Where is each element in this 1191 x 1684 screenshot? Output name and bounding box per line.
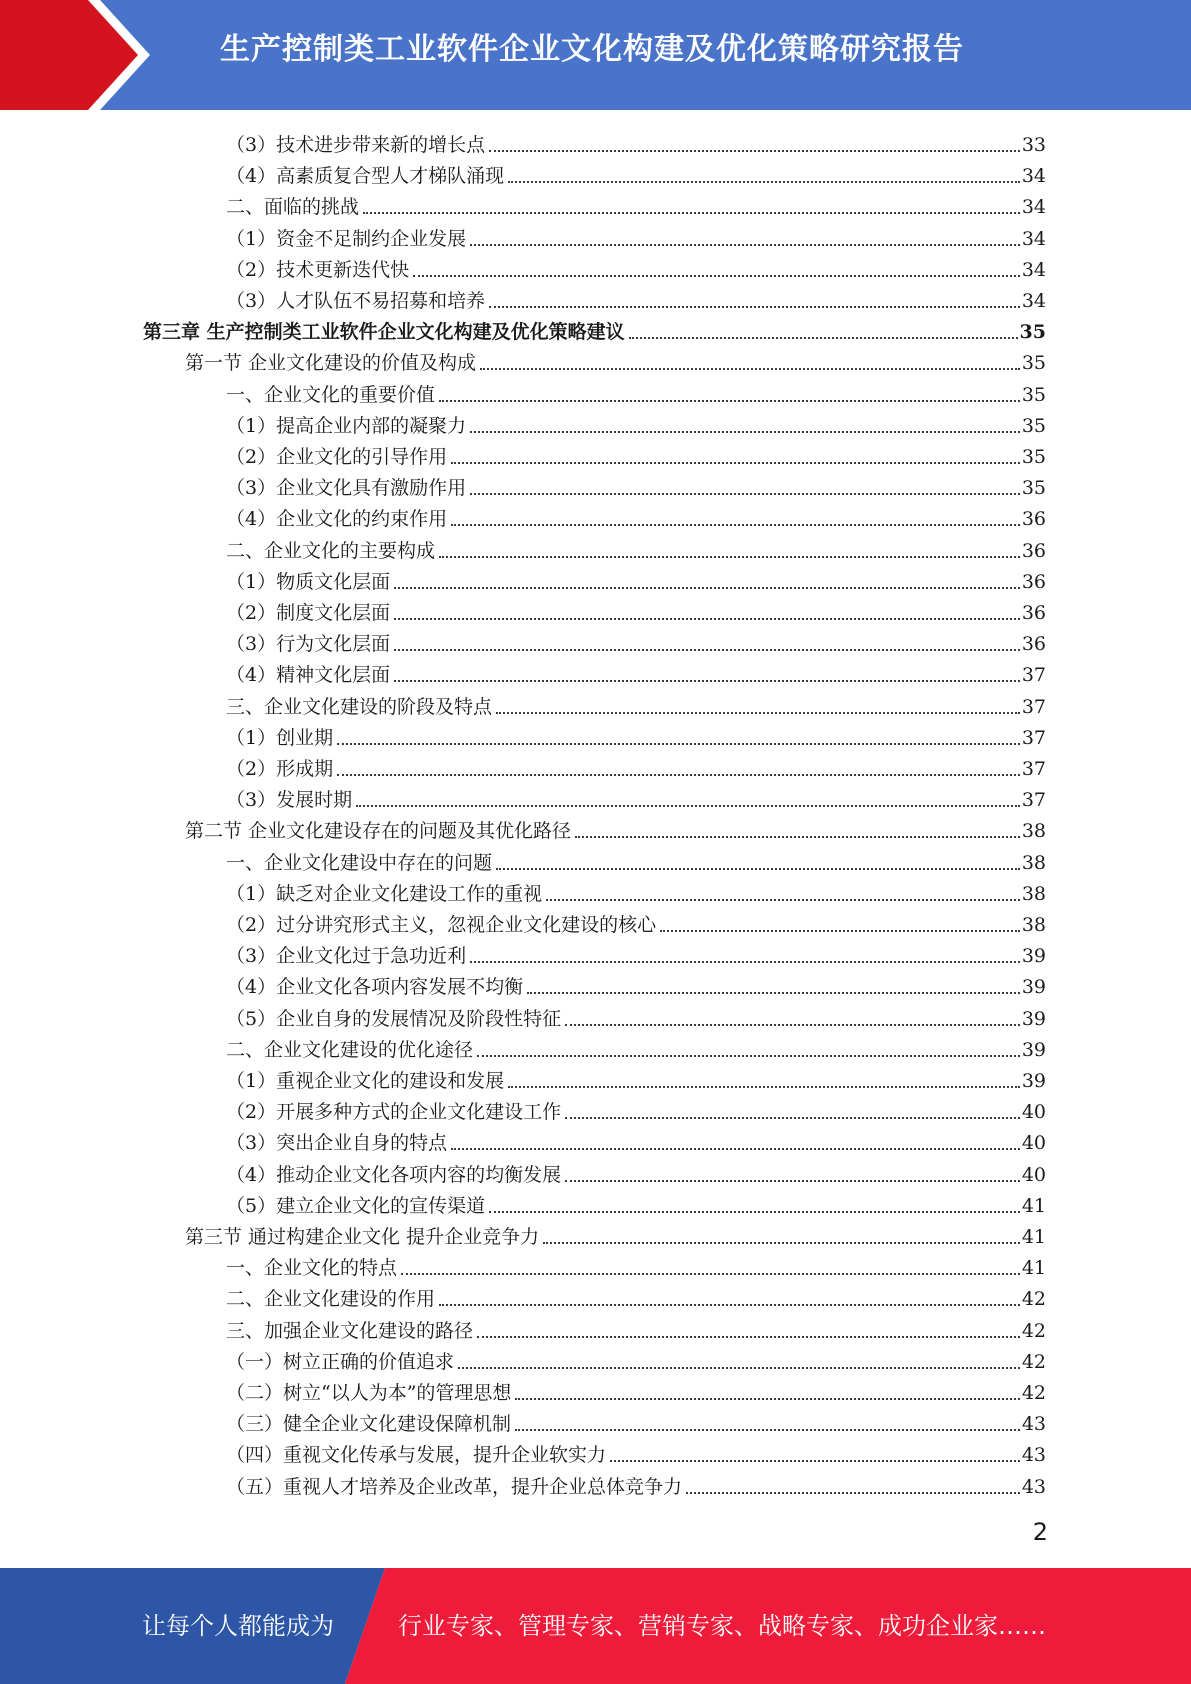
toc-entry-title: （2）制度文化层面: [226, 602, 391, 624]
toc-entry-page: 34: [1021, 196, 1046, 219]
report-title: 生产控制类工业软件企业文化构建及优化策略研究报告: [220, 32, 964, 67]
toc-entry-title: （1）提高企业内部的凝聚力: [226, 414, 467, 437]
toc-entry-title: 三、加强企业文化建设的路径: [226, 1319, 474, 1342]
toc-entry-title: （1）重视企业文化的建设和发展: [226, 1070, 505, 1092]
toc-entry[interactable]: [226, 721, 1046, 751]
toc-entry-title: 二、面临的挑战: [226, 196, 360, 219]
toc-entry-page: 41: [1021, 1194, 1046, 1217]
toc-entry[interactable]: [226, 752, 1046, 782]
toc-entry-title: 二、企业文化建设的优化途径: [226, 1038, 474, 1061]
toc-leader-dots: [458, 1367, 1020, 1369]
toc-leader-dots: [394, 680, 1020, 682]
toc-leader-dots: [470, 961, 1020, 963]
toc-leader-dots: [496, 868, 1020, 870]
toc-entry[interactable]: [226, 253, 1046, 283]
toc-entry-page: 42: [1021, 1319, 1046, 1342]
page-number: 2: [1032, 1518, 1048, 1546]
toc-entry-title: （2）企业文化的引导作用: [226, 446, 448, 468]
toc-entry-page: 38: [1021, 914, 1046, 936]
toc-entry-title: （4）精神文化层面: [226, 664, 391, 687]
toc-leader-dots: [489, 306, 1020, 308]
toc-leader-dots: [660, 930, 1020, 932]
toc-entry-title: 一、企业文化建设中存在的问题: [226, 851, 493, 874]
toc-entry-page: 34: [1021, 227, 1046, 250]
toc-entry[interactable]: [226, 908, 1046, 938]
toc-entry[interactable]: [226, 190, 1046, 220]
toc-entry[interactable]: [226, 502, 1046, 532]
toc-entry-page: 41: [1021, 1226, 1046, 1248]
toc-entry[interactable]: [226, 159, 1046, 189]
toc-entry-page: 39: [1021, 1007, 1046, 1030]
toc-entry-page: 39: [1021, 945, 1046, 968]
toc-entry[interactable]: [226, 284, 1046, 314]
toc-entry[interactable]: [226, 1126, 1046, 1156]
toc-entry-page: 35: [1021, 352, 1046, 375]
chevron-arrow-icon: [0, 0, 160, 110]
toc-entry[interactable]: [226, 783, 1046, 813]
toc-entry-title: 第三章 生产控制类工业软件企业文化构建及优化策略建议: [143, 321, 625, 344]
toc-entry-page: 42: [1021, 1382, 1046, 1404]
toc-entry[interactable]: [226, 1470, 1046, 1500]
footer-slogan-left: 让每个人都能成为: [142, 1612, 334, 1640]
toc-entry-title: （1）资金不足制约企业发展: [226, 227, 467, 250]
toc-entry-page: 38: [1021, 820, 1046, 843]
toc-leader-dots: [546, 899, 1020, 901]
toc-entry[interactable]: [226, 1438, 1046, 1468]
toc-leader-dots: [527, 992, 1020, 994]
toc-entry-page: 40: [1021, 1132, 1046, 1155]
toc-entry-page: 38: [1021, 882, 1046, 905]
toc-entry[interactable]: [226, 1095, 1046, 1125]
toc-entry-page: 35: [1021, 383, 1046, 406]
toc-leader-dots: [508, 181, 1020, 183]
toc-entry[interactable]: [226, 1033, 1046, 1063]
toc-leader-dots: [439, 400, 1020, 402]
toc-entry-title: 一、企业文化的重要价值: [226, 383, 436, 406]
toc-entry-title: （1）物质文化层面: [226, 570, 391, 593]
toc-leader-dots: [686, 1492, 1020, 1494]
toc-leader-dots: [565, 1180, 1020, 1182]
toc-entry-page: 41: [1021, 1257, 1046, 1280]
toc-leader-dots: [394, 649, 1020, 651]
toc-entry-page: 40: [1021, 1101, 1046, 1124]
toc-entry-title: （4）企业文化各项内容发展不均衡: [226, 976, 524, 999]
toc-entry[interactable]: [226, 877, 1046, 907]
toc-leader-dots: [451, 1148, 1020, 1150]
toc-entry[interactable]: [185, 1220, 1046, 1250]
toc-entry-title: 一、企业文化的特点: [226, 1257, 398, 1280]
toc-entry-title: 第二节 企业文化建设存在的问题及其优化路径: [185, 820, 572, 843]
toc-entry-page: 39: [1021, 1038, 1046, 1061]
toc-entry-page: 37: [1021, 789, 1046, 812]
toc-entry-title: （3）企业文化具有激励作用: [226, 477, 467, 500]
toc-entry-page: 35: [1021, 477, 1046, 500]
toc-entry[interactable]: [226, 596, 1046, 626]
toc-entry[interactable]: [226, 378, 1046, 408]
toc-entry-title: 二、企业文化建设的作用: [226, 1288, 436, 1311]
toc-leader-dots: [496, 712, 1020, 714]
toc-entry[interactable]: [185, 814, 1046, 844]
toc-leader-dots: [401, 1273, 1020, 1275]
toc-entry-title: （3）突出企业自身的特点: [226, 1132, 448, 1155]
toc-leader-dots: [337, 743, 1020, 745]
toc-entry-page: 36: [1021, 539, 1046, 562]
toc-entry-title: （2）过分讲究形式主义，忽视企业文化建设的核心: [226, 914, 657, 936]
toc-leader-dots: [543, 1242, 1020, 1244]
toc-entry[interactable]: [226, 440, 1046, 470]
toc-leader-dots: [394, 618, 1020, 620]
toc-entry-page: 35: [1021, 414, 1046, 437]
toc-leader-dots: [565, 1117, 1020, 1119]
toc-leader-dots: [470, 244, 1020, 246]
toc-entry[interactable]: [226, 939, 1046, 969]
toc-entry-page: 39: [1021, 976, 1046, 999]
toc-entry[interactable]: [226, 970, 1046, 1000]
toc-entry-page: 42: [1021, 1350, 1046, 1373]
toc-leader-dots: [508, 1086, 1020, 1088]
toc-entry[interactable]: [226, 1064, 1046, 1094]
toc-entry-title: （3）企业文化过于急功近利: [226, 945, 467, 968]
toc-leader-dots: [439, 556, 1020, 558]
toc-entry-title: （4）推动企业文化各项内容的均衡发展: [226, 1163, 562, 1186]
toc-leader-dots: [515, 1398, 1019, 1400]
toc-entry[interactable]: [226, 658, 1046, 688]
toc-entry-title: （1）缺乏对企业文化建设工作的重视: [226, 882, 543, 905]
toc-entry-page: 33: [1021, 134, 1046, 156]
toc-entry-title: 第一节 企业文化建设的价值及构成: [185, 352, 477, 375]
toc-entry[interactable]: [226, 222, 1046, 252]
toc-entry-page: 37: [1021, 726, 1046, 749]
toc-entry[interactable]: [226, 1251, 1046, 1281]
toc-entry-page: 35: [1021, 446, 1046, 468]
toc-entry-title: （2）技术更新迭代快: [226, 258, 410, 281]
toc-entry-title: （三）健全企业文化建设保障机制: [226, 1413, 512, 1436]
toc-entry[interactable]: [226, 627, 1046, 657]
toc-entry-page: 36: [1021, 508, 1046, 531]
toc-entry[interactable]: [143, 315, 1046, 345]
toc-leader-dots: [480, 368, 1020, 370]
toc-leader-dots: [477, 1055, 1020, 1057]
toc-entry-page: 37: [1021, 758, 1046, 780]
toc-leader-dots: [470, 431, 1020, 433]
toc-leader-dots: [363, 212, 1020, 214]
toc-leader-dots: [470, 493, 1020, 495]
toc-entry-title: 二、企业文化的主要构成: [226, 539, 436, 562]
toc-leader-dots: [489, 1211, 1020, 1213]
toc-entry-page: 34: [1021, 165, 1046, 188]
toc-entry-title: （3）人才队伍不易招募和培养: [226, 290, 486, 312]
toc-entry-title: （4）企业文化的约束作用: [226, 508, 448, 531]
toc-entry-page: 34: [1021, 290, 1046, 312]
toc-leader-dots: [610, 1460, 1020, 1462]
toc-entry[interactable]: [226, 1158, 1046, 1188]
toc-entry-title: （3）行为文化层面: [226, 633, 391, 656]
toc-entry[interactable]: [226, 534, 1046, 564]
toc-entry-title: （4）高素质复合型人才梯队涌现: [226, 165, 505, 188]
toc-entry[interactable]: [226, 1189, 1046, 1219]
toc-leader-dots: [489, 150, 1020, 152]
toc-entry-page: 39: [1021, 1070, 1046, 1092]
toc-entry-title: （五）重视人才培养及企业改革，提升企业总体竞争力: [226, 1475, 683, 1498]
toc-entry-title: （2）形成期: [226, 758, 334, 780]
toc-entry[interactable]: [226, 1407, 1046, 1437]
toc-entry-title: （二）树立“以人为本”的管理思想: [226, 1382, 512, 1404]
toc-entry-page: 42: [1021, 1288, 1046, 1311]
toc-entry[interactable]: [226, 1376, 1046, 1406]
toc-entry[interactable]: [226, 1314, 1046, 1344]
footer-slogan-right: 行业专家、管理专家、营销专家、战略专家、成功企业家……: [398, 1612, 1046, 1640]
toc-entry[interactable]: [226, 128, 1046, 158]
toc-entry-title: （一）树立正确的价值追求: [226, 1350, 455, 1373]
toc-entry-page: 43: [1021, 1444, 1046, 1467]
toc-entry-page: 43: [1021, 1413, 1046, 1436]
toc-entry[interactable]: [226, 846, 1046, 876]
toc-entry-page: 37: [1021, 664, 1046, 687]
toc-entry-title: （3）发展时期: [226, 789, 353, 812]
toc-entry-title: （5）企业自身的发展情况及阶段性特征: [226, 1007, 562, 1030]
toc-entry-page: 35: [1019, 321, 1046, 344]
toc-leader-dots: [515, 1429, 1020, 1431]
toc-leader-dots: [337, 774, 1020, 776]
toc-entry-title: （2）开展多种方式的企业文化建设工作: [226, 1101, 562, 1124]
toc-entry[interactable]: [226, 690, 1046, 720]
toc-entry-title: 第三节 通过构建企业文化 提升企业竞争力: [185, 1226, 540, 1248]
toc-leader-dots: [575, 836, 1020, 838]
toc-entry-page: 36: [1021, 602, 1046, 624]
toc-leader-dots: [356, 805, 1020, 807]
toc-entry[interactable]: [185, 346, 1046, 376]
toc-entry-title: 三、企业文化建设的阶段及特点: [226, 695, 493, 718]
header-banner: [0, 0, 1191, 110]
toc-entry-page: 37: [1021, 695, 1046, 718]
toc-entry[interactable]: [226, 471, 1046, 501]
toc-entry-title: （1）创业期: [226, 726, 334, 749]
toc-entry-page: 38: [1021, 851, 1046, 874]
toc-entry-title: （5）建立企业文化的宣传渠道: [226, 1194, 486, 1217]
toc-leader-dots: [451, 462, 1020, 464]
toc-entry-title: （3）技术进步带来新的增长点: [226, 134, 486, 156]
toc-leader-dots: [477, 1336, 1020, 1338]
toc-entry[interactable]: [226, 1282, 1046, 1312]
toc-entry-page: 34: [1021, 258, 1046, 281]
footer-banner: [0, 1568, 1191, 1684]
toc-entry[interactable]: [226, 1345, 1046, 1375]
toc-entry[interactable]: [226, 1002, 1046, 1032]
toc-entry-page: 36: [1021, 570, 1046, 593]
toc-entry[interactable]: [226, 409, 1046, 439]
toc-entry[interactable]: [226, 565, 1046, 595]
toc-entry-page: 40: [1021, 1163, 1046, 1186]
toc-leader-dots: [629, 337, 1018, 339]
toc-leader-dots: [394, 587, 1020, 589]
toc-leader-dots: [413, 275, 1020, 277]
toc-entry-title: （四）重视文化传承与发展，提升企业软实力: [226, 1444, 607, 1467]
toc-entry-page: 36: [1021, 633, 1046, 656]
toc-entry-page: 43: [1021, 1475, 1046, 1498]
toc-leader-dots: [439, 1304, 1020, 1306]
toc-leader-dots: [565, 1024, 1020, 1026]
toc-leader-dots: [451, 524, 1020, 526]
